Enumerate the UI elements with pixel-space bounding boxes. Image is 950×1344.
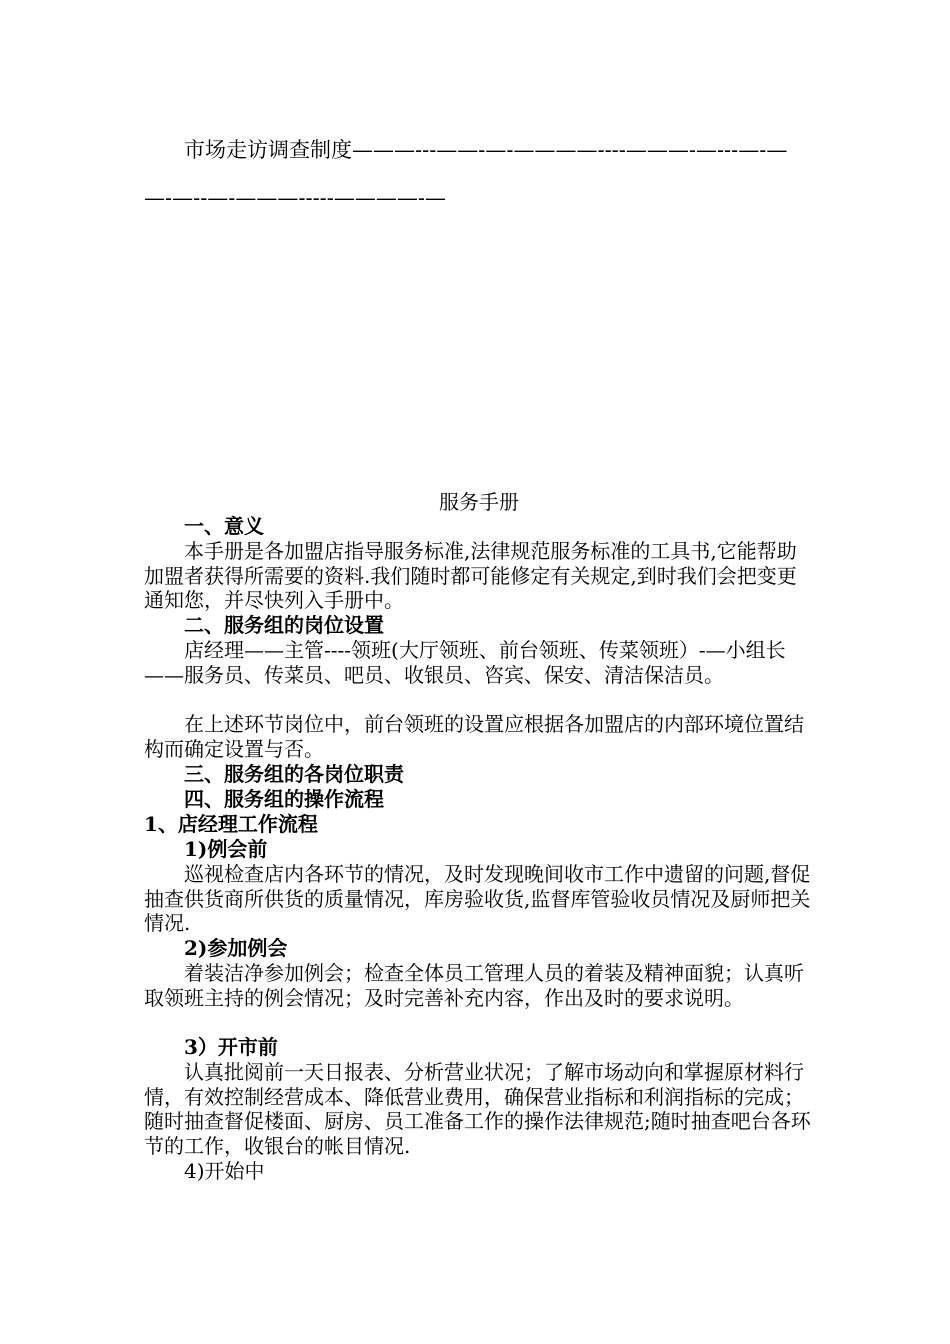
subheading-before-meeting: 1)例会前 [184, 837, 268, 861]
paragraph-positions-note: 在上述环节岗位中，前台领班的设置应根据各加盟店的内部环境位置结构而确定设置与否。 [144, 712, 804, 761]
heading-meaning: 一、意义 [184, 514, 264, 538]
paragraph-meaning: 本手册是各加盟店指导服务标准,法律规范服务标准的工具书,它能帮助加盟者获得所需要的资料.我们随时都可能修定有关规定,到时我们会把变更通知您，并尽快列入手册中。 [144, 539, 797, 612]
heading-manager-workflow: 1、店经理工作流程 [144, 812, 318, 836]
paragraph-positions: 店经理——主管----领班(大厅领班、前台领班、传菜领班）-—小组长——服务员、传菜员、吧员、收银员、咨宾、保安、清洁保洁员。 [144, 638, 786, 687]
toc-entry [144, 126, 814, 222]
heading-positions: 二、服务组的岗位设置 [184, 613, 384, 637]
paragraph-attend-meeting: 着装洁净参加例会；检查全体员工管理人员的着装及精神面貌；认真听取领班主持的例会情况；及时完善补充内容，作出及时的要求说明。 [144, 961, 804, 1010]
heading-workflow: 四、服务组的操作流程 [184, 787, 384, 811]
paragraph-before-opening: 认真批阅前一天日报表、分析营业状况；了解市场动向和掌握原材料行情，有效控制经营成本、降低营业费用，确保营业指标和利润指标的完成；随时抽查督促楼面、厨房、员工准备工作的操作法律规范;随时抽查吧台各环节的工作，收银台的帐目情况. [144, 1060, 811, 1158]
subheading-during-opening: 4)开始中 [184, 1159, 265, 1183]
toc-line-1: 市场走访调查制度———---——-—-————----———-—---—-— [184, 138, 788, 162]
doc-title: 服务手册 [439, 490, 519, 514]
subheading-attend-meeting: 2)参加例会 [184, 936, 288, 960]
heading-duties: 三、服务组的各岗位职责 [184, 762, 404, 786]
paragraph-before-meeting: 巡视检查店内各环节的情况，及时发现晚间收市工作中遗留的问题,督促抽查供货商所供货的质量情况，库房验收货,监督库管验收员情况及厨师把关情况. [144, 862, 811, 935]
subheading-before-opening: 3）开市前 [184, 1035, 278, 1059]
toc-line-2: —-—--—-———-----————-— [144, 186, 446, 210]
